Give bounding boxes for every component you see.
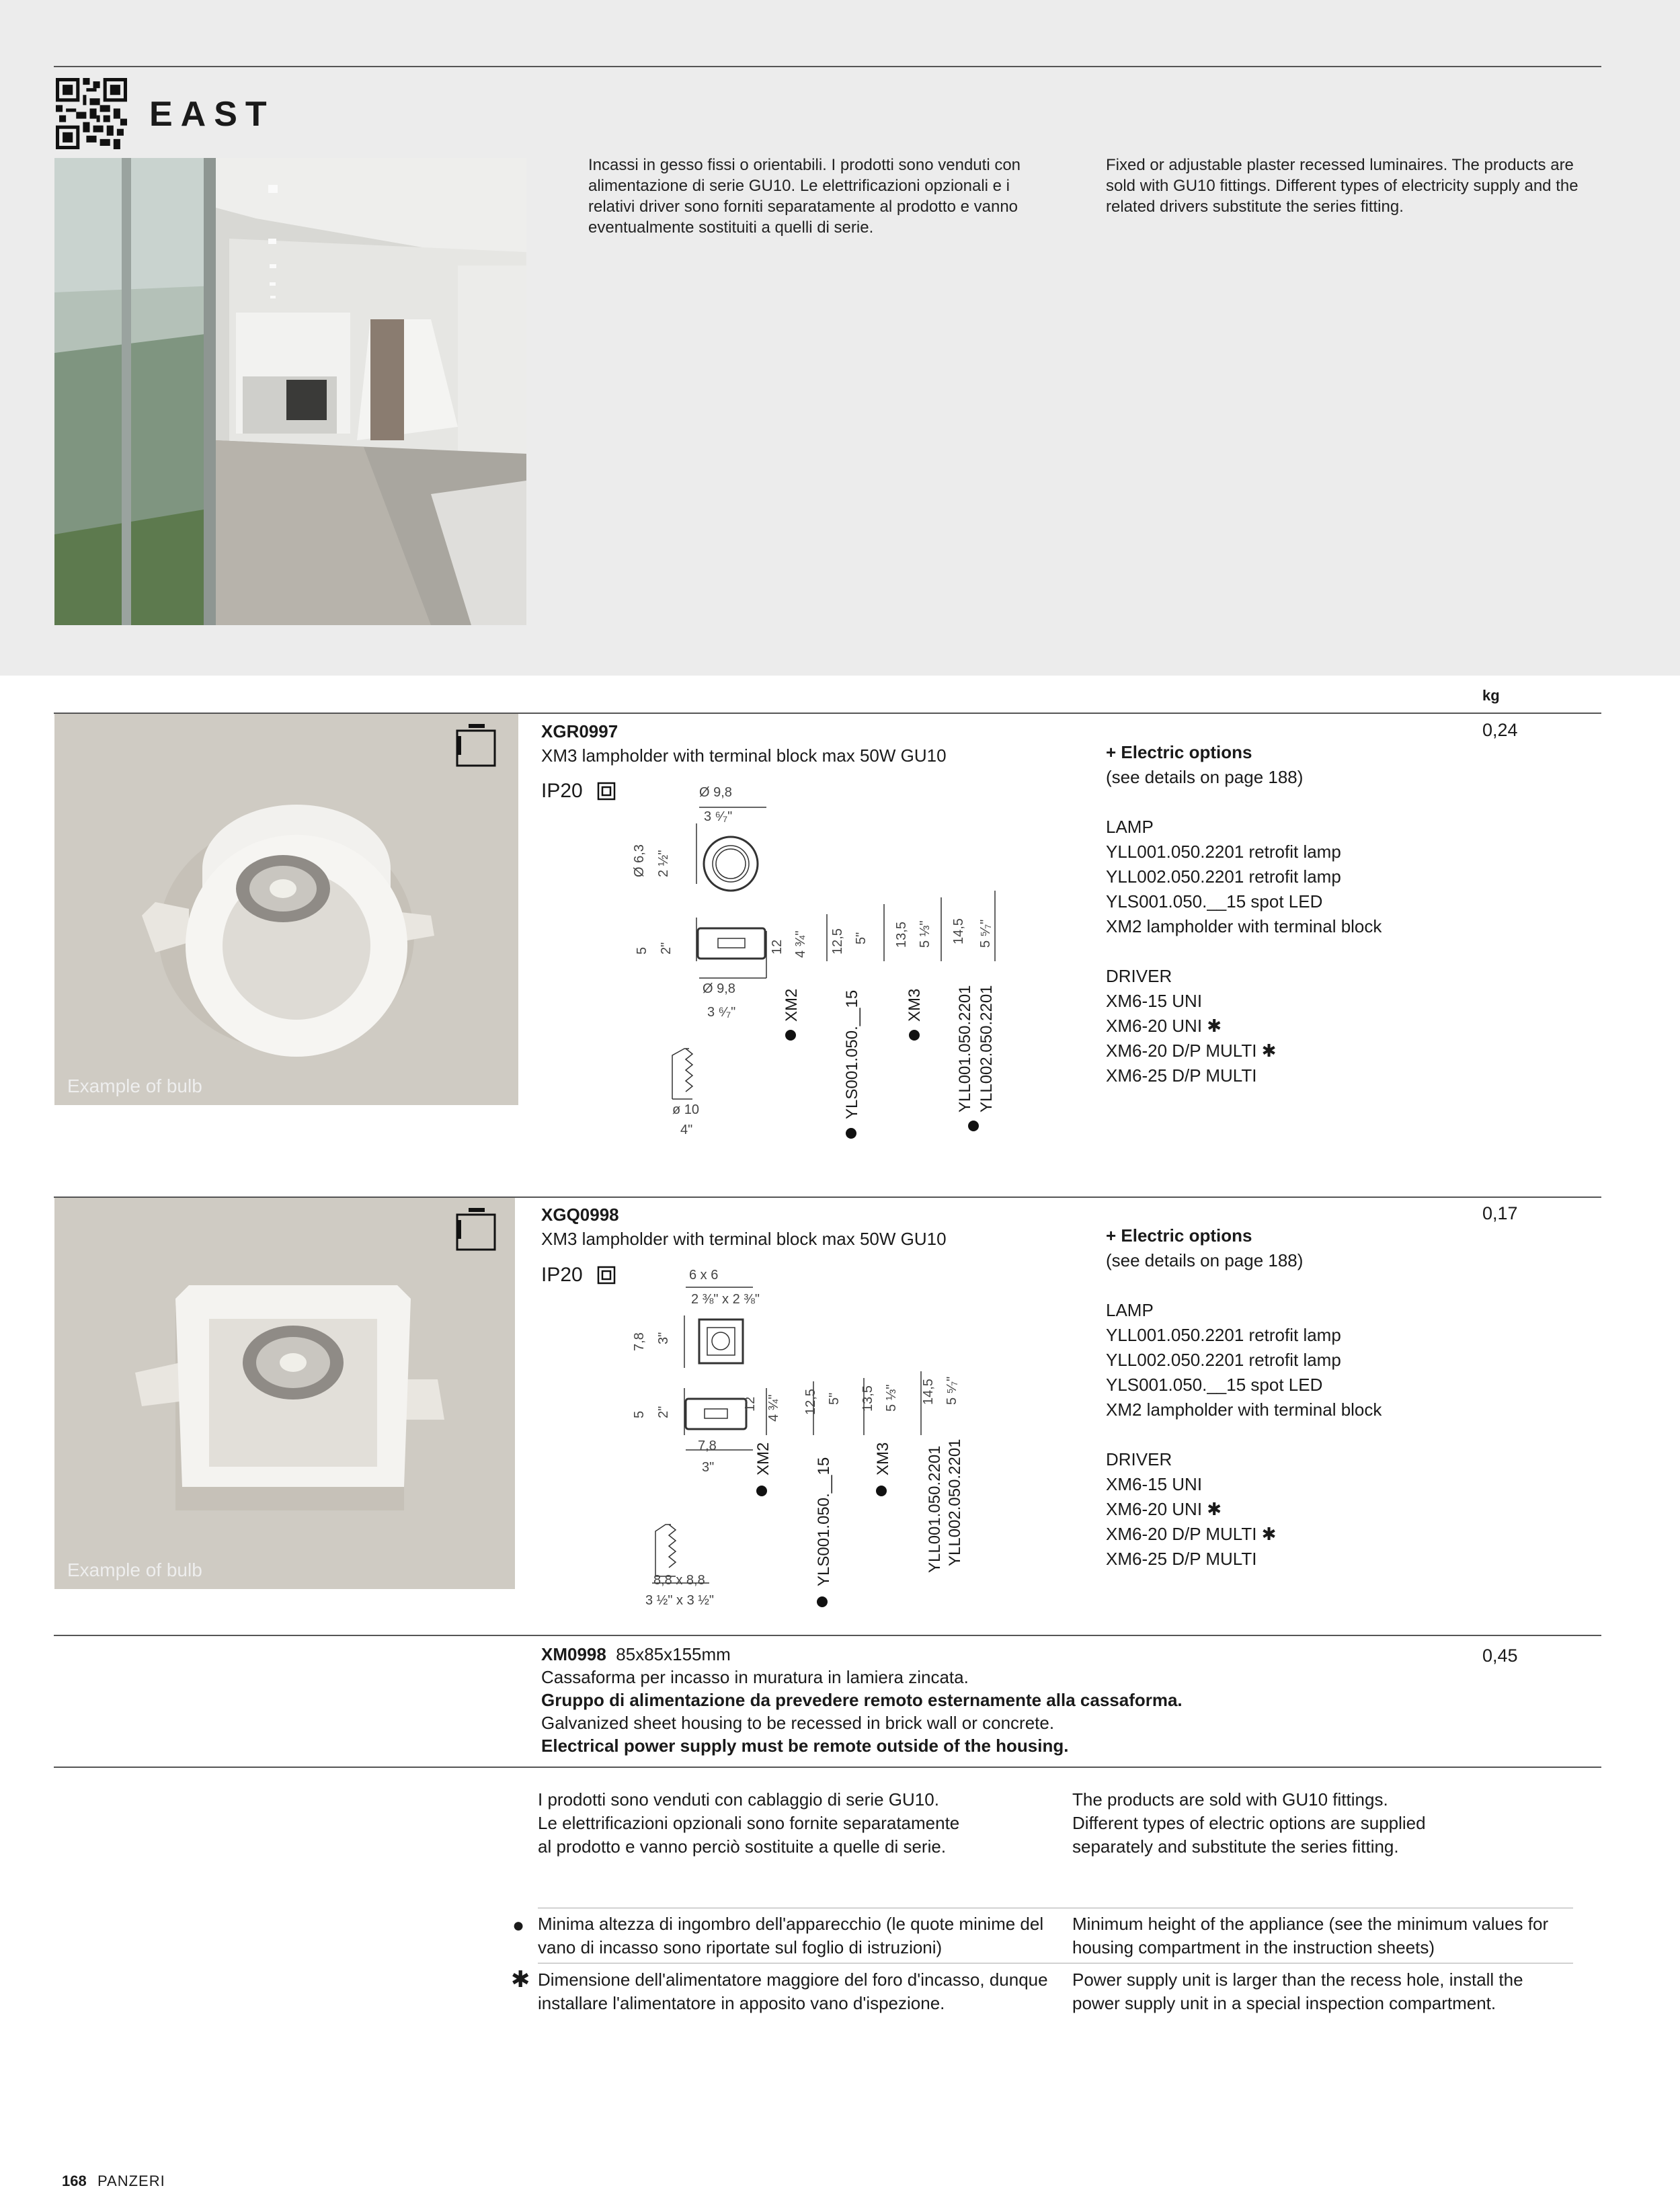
recessed-ceiling-icon [454, 723, 501, 770]
lamp-option: YLL001.050.2201 retrofit lamp [1106, 1325, 1341, 1345]
dim-height-xm3-inch: 5 ⅓" [918, 920, 932, 948]
lamp-option: YLL002.050.2201 retrofit lamp [1106, 866, 1341, 887]
lamp-option: YLL001.050.2201 retrofit lamp [1106, 842, 1341, 862]
top-rule [54, 66, 1601, 67]
dim-height-yll-inch: 5 ⁵⁄₇" [978, 919, 993, 948]
min-height-marker [817, 1596, 828, 1607]
interior-photo [54, 158, 526, 625]
dim-height-xm2: 12 [770, 939, 785, 955]
dim-height-xm2-inch: 4 ¾" [766, 1394, 781, 1422]
min-height-marker [876, 1486, 887, 1496]
column-xm3: XM3 [906, 988, 924, 1022]
column-xm2: XM2 [754, 1442, 772, 1475]
product-2-weight: 0,17 [1482, 1203, 1518, 1223]
min-height-marker [756, 1486, 767, 1496]
product-2-ip-rating: IP20 [541, 1264, 583, 1286]
dim-body-height: 5 [635, 946, 649, 955]
lamp-option: YLS001.050.__15 spot LED [1106, 891, 1323, 911]
product-1-code: XGR0997 [541, 721, 618, 741]
electric-options-reference[interactable]: (see details on page 188) [1106, 1250, 1304, 1270]
accessory-block [541, 1643, 1469, 1757]
notes-english: The products are sold with GU10 fittings. Different types of electric options are supplied separately and substitute the series fitting. [1072, 1789, 1426, 1857]
product-family-title: EAST [149, 95, 275, 134]
qr-code-icon[interactable] [55, 78, 128, 149]
dim-side-height: 7,8 [632, 1332, 647, 1351]
dim-bottom-width: 7,8 [698, 1438, 717, 1453]
min-height-marker [909, 1030, 920, 1041]
driver-option: XM6-20 D/P MULTI ✱ [1106, 1524, 1277, 1544]
lamp-option: XM2 lampholder with terminal block [1106, 1400, 1382, 1420]
notes-rule [54, 1767, 1601, 1768]
dim-height-yll: 14,5 [951, 918, 966, 944]
driver-option: XM6-20 UNI ✱ [1106, 1016, 1222, 1036]
dim-height-yls-inch: 5" [827, 1392, 842, 1405]
accessory-size: 85x85x155mm [616, 1644, 731, 1664]
electric-options-reference[interactable]: (see details on page 188) [1106, 767, 1304, 787]
description-english: Fixed or adjustable plaster recessed luminaires. The products are sold with GU10 fittings. Different types of electricity supply and the related drivers substitute the series fitting. [1106, 156, 1578, 216]
description-italian: Incassi in gesso fissi o orientabili. I prodotti sono venduti con alimentazione di serie GU10. Le elettrificazioni opzionali e i relativi driver sono forniti separatamente al prodotto e vanno eventualmente sostituiti a quelli di serie. [588, 156, 1021, 237]
column-yll001: YLL001.050.2201 [926, 1445, 944, 1573]
class-ii-insulation-icon [597, 782, 616, 801]
dim-height-yls: 12,5 [803, 1389, 818, 1415]
driver-option: XM6-15 UNI [1106, 1474, 1203, 1494]
dim-top-width-inch: 3 ⁶⁄₇" [704, 809, 733, 824]
notes-italian: I prodotti sono venduti con cablaggio di serie GU10. Le elettrificazioni opzionali sono fornite separatamente al prodotto e vanno perciò sostituite a quelle di serie. [538, 1789, 960, 1857]
dim-height-xm2: 12 [743, 1396, 758, 1412]
lamp-option: YLL002.050.2201 retrofit lamp [1106, 1350, 1341, 1370]
driver-option: XM6-20 D/P MULTI ✱ [1106, 1041, 1277, 1061]
min-height-bullet-icon: ● [512, 1914, 525, 1937]
column-yll002: YLL002.050.2201 [946, 1438, 964, 1566]
product-2-electric-options [1106, 1223, 1482, 1572]
driver-heading: DRIVER [1106, 966, 1172, 986]
page-number: 168 [62, 2173, 87, 2189]
column-yll001: YLL001.050.2201 [956, 985, 974, 1112]
dim-height-yls: 12,5 [830, 928, 845, 955]
dim-hole: 8,8 x 8,8 [653, 1573, 705, 1588]
lamp-heading: LAMP [1106, 1300, 1154, 1320]
recessed-ceiling-icon [454, 1207, 501, 1254]
dim-height-xm2-inch: 4 ¾" [793, 930, 808, 958]
accessory-line: Electrical power supply must be remote outside of the housing. [541, 1736, 1069, 1756]
electric-options-heading: + Electric options [1106, 742, 1252, 762]
dim-body-height-inch: 2" [659, 942, 674, 955]
dim-height-xm3-inch: 5 ⅓" [884, 1384, 899, 1412]
driver-option: XM6-25 D/P MULTI [1106, 1549, 1257, 1569]
driver-option: XM6-20 UNI ✱ [1106, 1499, 1222, 1519]
driver-heading: DRIVER [1106, 1449, 1172, 1469]
column-xm3: XM3 [874, 1442, 892, 1475]
product-2-description: XM3 lampholder with terminal block max 50W GU10 [541, 1229, 947, 1249]
weight-column-header: kg [1482, 687, 1500, 704]
product-1-ip-rating: IP20 [541, 780, 583, 802]
column-yll002: YLL002.050.2201 [977, 985, 996, 1112]
product-2-photo [54, 1198, 515, 1589]
legend-min-height-italian: Minima altezza di ingombro dell'apparecchio (le quote minime del vano di incasso sono riportate sul foglio di istruzioni) [538, 1914, 1044, 1957]
driver-option: XM6-15 UNI [1106, 991, 1203, 1011]
dim-bottom-width: Ø 9,8 [703, 981, 735, 996]
min-height-marker [785, 1030, 796, 1041]
dim-top-width: 6 x 6 [689, 1268, 719, 1283]
column-yls: YLS001.050.__15 [843, 989, 861, 1119]
legend-min-height-english: Minimum height of the appliance (see the minimum values for housing compartment in the instruction sheets) [1072, 1914, 1549, 1957]
dim-bottom-width-inch: 3" [702, 1460, 715, 1475]
dim-top-width: Ø 9,8 [699, 785, 732, 800]
accessory-line: Cassaforma per incasso in muratura in lamiera zincata. [541, 1667, 969, 1687]
example-of-bulb-label: Example of bulb [67, 1559, 202, 1580]
accessory-weight: 0,45 [1482, 1646, 1518, 1666]
dim-height-yll-inch: 5 ⁵⁄₇" [945, 1376, 959, 1405]
brand-name: PANZERI [97, 2173, 165, 2189]
electric-options-heading: + Electric options [1106, 1225, 1252, 1246]
product-1-electric-options [1106, 740, 1482, 1088]
accessory-line: Galvanized sheet housing to be recessed in brick wall or concrete. [541, 1713, 1055, 1733]
column-yls: YLS001.050.__15 [815, 1457, 833, 1586]
dim-height-yls-inch: 5" [854, 932, 869, 944]
product-1-description: XM3 lampholder with terminal block max 50W GU10 [541, 745, 947, 766]
lamp-heading: LAMP [1106, 817, 1154, 837]
lamp-option: YLS001.050.__15 spot LED [1106, 1375, 1323, 1395]
accessory-line: Gruppo di alimentazione da prevedere remoto esternamente alla cassaforma. [541, 1690, 1183, 1710]
class-ii-insulation-icon [597, 1266, 616, 1285]
dim-side-height-inch: 3" [656, 1332, 671, 1344]
dim-side-height-inch: 2 ½" [656, 850, 671, 877]
legend-power-supply-english: Power supply unit is larger than the recess hole, install the power supply unit in a special inspection compartment. [1072, 1970, 1523, 2013]
product-1-photo [54, 714, 518, 1105]
dim-body-height: 5 [632, 1410, 647, 1418]
min-height-marker [968, 1121, 979, 1131]
driver-option: XM6-25 D/P MULTI [1106, 1065, 1257, 1086]
dim-height-xm3: 13,5 [861, 1385, 875, 1412]
example-of-bulb-label: Example of bulb [67, 1076, 202, 1096]
lamp-option: XM2 lampholder with terminal block [1106, 916, 1382, 936]
dim-side-height: Ø 6,3 [632, 844, 647, 877]
asterisk-icon: ✱ [511, 1967, 530, 1992]
dim-hole-inch: 4" [680, 1123, 693, 1137]
dim-height-xm3: 13,5 [894, 922, 909, 948]
dim-body-height-inch: 2" [656, 1406, 671, 1418]
product-2-code: XGQ0998 [541, 1205, 619, 1225]
dim-height-yll: 14,5 [921, 1379, 936, 1405]
dim-hole: ø 10 [672, 1102, 700, 1117]
legend-power-supply-italian: Dimensione dell'alimentatore maggiore del foro d'incasso, dunque installare l'alimentatore in apposito vano d'ispezione. [538, 1970, 1048, 2013]
dim-bottom-width-inch: 3 ⁶⁄₇" [707, 1005, 736, 1020]
accessory-code: XM0998 [541, 1644, 606, 1664]
dim-hole-inch: 3 ½" x 3 ½" [645, 1593, 715, 1608]
dim-top-width-inch: 2 ⅜" x 2 ⅜" [691, 1292, 760, 1307]
product-1-weight: 0,24 [1482, 720, 1518, 740]
accessory-rule [54, 1635, 1601, 1636]
column-xm2: XM2 [783, 988, 801, 1022]
min-height-marker [846, 1128, 856, 1139]
